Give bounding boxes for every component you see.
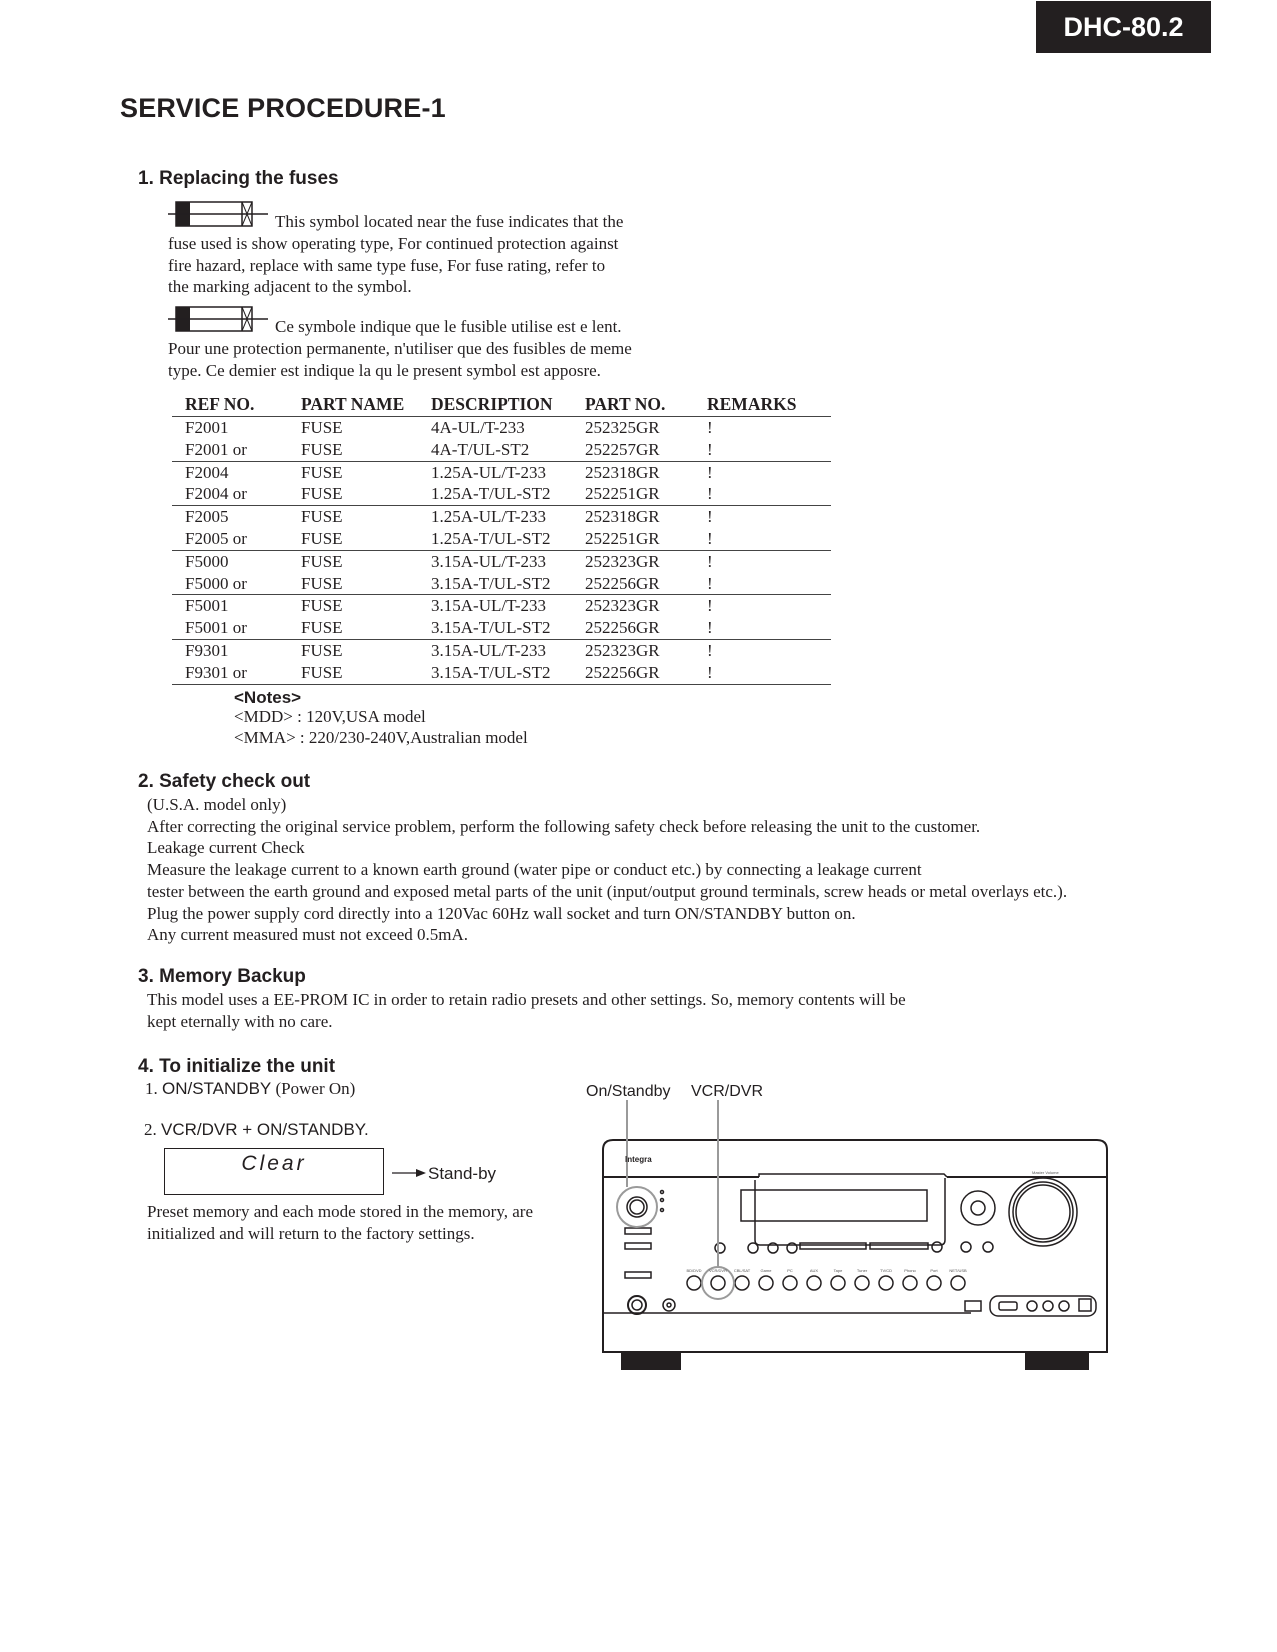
part-name-cell: FUSE	[301, 507, 343, 527]
safety-line: After correcting the original service problem, perform the following safety check before releasing the unit to the customer.	[147, 816, 981, 836]
input-button-aux	[807, 1276, 821, 1290]
fuse-table-row	[172, 617, 831, 639]
safety-line: Any current measured must not exceed 0.5mA.	[147, 925, 469, 945]
description-cell: 4A-UL/T-233	[431, 418, 525, 437]
part-no-cell: 252257GR	[585, 439, 660, 459]
part-name-cell: FUSE	[301, 596, 343, 616]
remarks-cell: !	[707, 507, 713, 527]
remarks-cell: !	[707, 551, 713, 571]
input-button-pc	[783, 1276, 797, 1290]
input-button-bd-dvd	[687, 1276, 701, 1290]
french-line: type. Ce demier est indique la qu le present symbol est apposre.	[168, 360, 601, 380]
safety-line: Leakage current Check	[147, 838, 305, 858]
master-volume-label: Master Volume	[1032, 1170, 1059, 1175]
step-1	[145, 1079, 355, 1099]
description-line: initialized and will return to the factory settings.	[147, 1223, 475, 1243]
ref-no-cell: F2001 or	[185, 439, 247, 459]
page-title: SERVICE PROCEDURE-1	[120, 93, 446, 123]
step-2	[144, 1120, 369, 1140]
part-name-cell: FUSE	[301, 528, 343, 548]
ref-no-cell: F5000	[185, 551, 229, 571]
model-badge: DHC-80.2	[1036, 1, 1211, 53]
remarks-cell: !	[707, 596, 713, 616]
part-no-cell: 252318GR	[585, 507, 660, 527]
input-button-label: Tuner	[856, 1268, 868, 1273]
fuse-symbol-icon	[168, 306, 268, 332]
step-2-keys: VCR/DVR + ON/STANDBY.	[161, 1120, 369, 1139]
remarks-cell: !	[707, 439, 713, 459]
english-line: fuse used is show operating type, For continued protection against	[168, 234, 619, 253]
step-2-number: 2.	[144, 1120, 157, 1139]
remarks-cell: !	[707, 662, 713, 682]
input-button-label: PC	[787, 1268, 793, 1273]
part-no-cell: 252318GR	[585, 462, 660, 482]
part-name-cell: FUSE	[301, 462, 343, 482]
english-line: the marking adjacent to the symbol.	[168, 277, 412, 297]
ref-no-cell: F5001	[185, 596, 229, 616]
part-no-cell: 252251GR	[585, 528, 660, 548]
col-part-no: PART NO.	[585, 394, 666, 414]
description-cell: 3.15A-UL/T-233	[431, 640, 547, 660]
description-cell: 4A-T/UL-ST2	[431, 439, 530, 459]
safety-line: Measure the leakage current to a known earth ground (water pipe or conduct etc.) by connecting a leakage current	[147, 860, 922, 880]
remarks-cell: !	[707, 484, 713, 504]
description-cell: 3.15A-UL/T-233	[431, 551, 547, 571]
memory-line: kept eternally with no care.	[147, 1011, 333, 1031]
input-button-game	[759, 1276, 773, 1290]
input-button-tuner	[855, 1276, 869, 1290]
description-line: Preset memory and each mode stored in the memory, are	[147, 1202, 533, 1221]
ref-no-cell: F5000 or	[185, 573, 247, 593]
ref-no-cell: F2001	[185, 418, 229, 437]
remarks-cell: !	[707, 528, 713, 548]
description-cell: 1.25A-T/UL-ST2	[431, 484, 551, 504]
part-name-cell: FUSE	[301, 618, 343, 638]
arrow-right-icon	[392, 1166, 426, 1184]
part-no-cell: 252256GR	[585, 618, 660, 638]
fuse-table-row	[172, 417, 831, 439]
input-button-cbl-sat	[735, 1276, 749, 1290]
input-button-net-usb	[951, 1276, 965, 1290]
fuse-table-row	[172, 461, 831, 483]
input-button-tape	[831, 1276, 845, 1290]
input-button-phono	[903, 1276, 917, 1290]
input-button-label: CBL/SAT	[733, 1268, 751, 1273]
fuse-table-header	[172, 393, 831, 417]
remarks-cell: !	[707, 640, 713, 660]
memory-text	[147, 989, 906, 1032]
step-1-note: (Power On)	[275, 1079, 356, 1098]
initialize-description	[147, 1201, 533, 1244]
fuse-table-row	[172, 550, 831, 572]
notes-heading: <Notes>	[234, 688, 302, 707]
fuse-table-row	[172, 595, 831, 617]
note-mdd: <MDD> : 120V,USA model	[234, 707, 426, 726]
input-button-label: Port	[930, 1268, 938, 1273]
col-ref-no: REF NO.	[185, 394, 255, 414]
memory-line: This model uses a EE-PROM IC in order to retain radio presets and other settings. So, memory contents will be	[147, 990, 906, 1009]
col-description: DESCRIPTION	[431, 394, 553, 414]
ref-no-cell: F2004	[185, 462, 229, 482]
safety-line: (U.S.A. model only)	[147, 795, 287, 814]
brand-logo: Integra	[625, 1155, 652, 1164]
safety-text	[147, 794, 1067, 946]
description-cell: 3.15A-T/UL-ST2	[431, 573, 551, 593]
receiver-front-panel-diagram	[595, 1100, 1115, 1380]
part-name-cell: FUSE	[301, 418, 343, 437]
ref-no-cell: F2005	[185, 507, 229, 527]
section-heading-memory: 3. Memory Backup	[138, 966, 306, 987]
fuse-table-row	[172, 573, 831, 595]
fuse-table-row	[172, 483, 831, 505]
input-button-label: VCR/DVR	[708, 1268, 728, 1273]
fuse-symbol-icon	[168, 201, 268, 227]
part-no-cell: 252256GR	[585, 662, 660, 682]
description-cell: 1.25A-T/UL-ST2	[431, 528, 551, 548]
step-1-key: ON/STANDBY	[162, 1079, 272, 1098]
part-name-cell: FUSE	[301, 551, 343, 571]
fuse-table-row	[172, 662, 831, 684]
ref-no-cell: F2005 or	[185, 528, 247, 548]
ref-no-cell: F5001 or	[185, 618, 247, 638]
input-button-vcr-dvr	[711, 1276, 725, 1290]
input-button-label: NET/USB	[949, 1268, 967, 1273]
section-heading-fuses: 1. Replacing the fuses	[138, 168, 339, 189]
remarks-cell: !	[707, 462, 713, 482]
english-line: fire hazard, replace with same type fuse, For fuse rating, refer to	[168, 255, 606, 275]
description-cell: 3.15A-T/UL-ST2	[431, 618, 551, 638]
note-mma: <MMA> : 220/230-240V,Australian model	[234, 727, 528, 747]
fuse-warning-english	[168, 202, 668, 298]
description-cell: 1.25A-UL/T-233	[431, 462, 547, 482]
part-no-cell: 252325GR	[585, 418, 660, 437]
description-cell: 1.25A-UL/T-233	[431, 507, 547, 527]
input-button-label: TV/CD	[880, 1268, 892, 1273]
remarks-cell: !	[707, 618, 713, 638]
safety-line: tester between the earth ground and exposed metal parts of the unit (input/output ground terminals, screw heads or metal overlays etc.).	[147, 881, 1068, 901]
part-no-cell: 252323GR	[585, 551, 660, 571]
callout-on-standby: On/Standby	[586, 1083, 671, 1100]
col-part-name: PART NAME	[301, 394, 405, 414]
english-line: This symbol located near the fuse indicates that the	[275, 212, 624, 231]
part-name-cell: FUSE	[301, 640, 343, 660]
french-line: Pour une protection permanente, n'utiliser que des fusibles de meme	[168, 339, 632, 358]
fuse-table	[172, 393, 831, 685]
remarks-cell: !	[707, 418, 713, 437]
input-button-label: AUX	[809, 1268, 819, 1273]
section-heading-safety: 2. Safety check out	[138, 771, 311, 792]
fuse-table-row	[172, 506, 831, 528]
display-clear-box	[164, 1148, 384, 1195]
step-1-number: 1.	[145, 1079, 158, 1098]
safety-line: Plug the power supply cord directly into a 120Vac 60Hz wall socket and turn ON/STANDBY button on.	[147, 903, 856, 923]
fuse-table-row	[172, 639, 831, 661]
fuse-table-row	[172, 528, 831, 550]
part-no-cell: 252251GR	[585, 484, 660, 504]
french-line: Ce symbole indique que le fusible utilise est e lent.	[275, 317, 622, 336]
stand-by-label: Stand-by	[428, 1164, 497, 1183]
description-cell: 3.15A-UL/T-233	[431, 596, 547, 616]
input-button-port	[927, 1276, 941, 1290]
input-button-label: BD/DVD	[686, 1268, 702, 1273]
ref-no-cell: F2004 or	[185, 484, 247, 504]
input-button-tv-cd	[879, 1276, 893, 1290]
fuse-table-row	[172, 439, 831, 461]
part-no-cell: 252323GR	[585, 596, 660, 616]
input-button-label: Phono	[904, 1268, 916, 1273]
section-heading-initialize: 4. To initialize the unit	[138, 1056, 336, 1077]
description-cell: 3.15A-T/UL-ST2	[431, 662, 551, 682]
part-name-cell: FUSE	[301, 662, 343, 682]
notes-list	[234, 707, 528, 748]
ref-no-cell: F9301 or	[185, 662, 247, 682]
part-name-cell: FUSE	[301, 439, 343, 459]
callout-vcr-dvr: VCR/DVR	[691, 1083, 764, 1100]
col-remarks: REMARKS	[707, 394, 797, 414]
ref-no-cell: F9301	[185, 640, 229, 660]
fuse-warning-french	[168, 307, 688, 381]
part-name-cell: FUSE	[301, 573, 343, 593]
input-button-label: Game	[760, 1268, 772, 1273]
part-no-cell: 252256GR	[585, 573, 660, 593]
remarks-cell: !	[707, 573, 713, 593]
part-no-cell: 252323GR	[585, 640, 660, 660]
part-name-cell: FUSE	[301, 484, 343, 504]
display-clear-text: Clear	[241, 1152, 307, 1175]
input-button-label: Tape	[833, 1268, 843, 1273]
